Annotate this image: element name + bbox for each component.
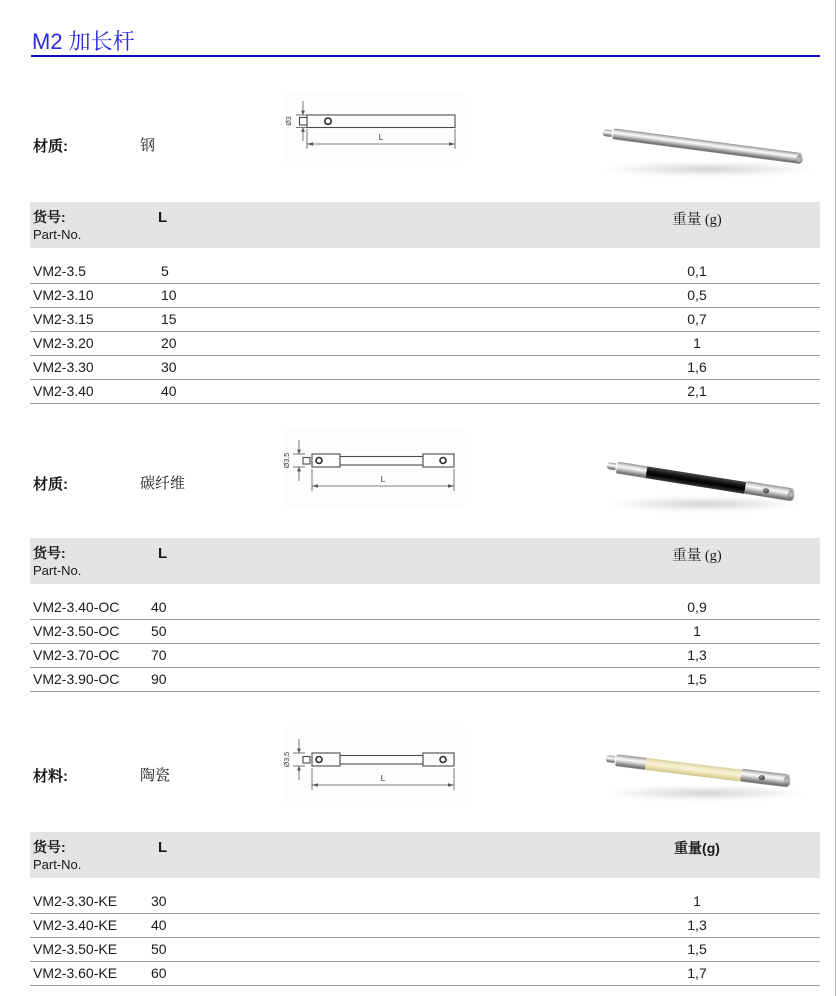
- diameter-label: Ø3,5: [284, 751, 291, 768]
- rod-end-face: [783, 776, 790, 786]
- table-header: [30, 538, 820, 584]
- rod-end-face: [787, 490, 794, 500]
- rod-shadow: [600, 786, 810, 800]
- carbon-parts-table: [30, 538, 820, 692]
- carbon-rod-technical-drawing: [283, 428, 465, 508]
- part-no-header-cn: 货号:: [33, 209, 66, 225]
- table-row: VM2-3.40-OC 40 0,9: [30, 596, 820, 620]
- table-row: VM2-3.50-KE 50 1,5: [30, 938, 820, 962]
- table-row: VM2-3.40 40 2,1: [30, 380, 820, 404]
- material-value-steel: 钢: [140, 137, 156, 154]
- table-header: [30, 832, 820, 878]
- rod-endcap: [740, 769, 791, 788]
- length-header: L: [158, 545, 168, 562]
- material-label-steel: 材质:: [33, 138, 68, 155]
- rod-tip: [606, 462, 616, 470]
- table-row: VM2-3.70-OC 70 1,3: [30, 644, 820, 668]
- length-header: L: [158, 209, 168, 226]
- rod-tip: [606, 755, 616, 763]
- table-row: VM2-3.15 15 0,7: [30, 308, 820, 332]
- steel-rod-photo: [602, 127, 804, 164]
- table-header: [30, 202, 820, 248]
- weight-header: 重量 (g): [672, 212, 722, 228]
- rod-tip: [603, 129, 613, 137]
- length-label: L: [378, 132, 384, 142]
- rod-shadow: [602, 497, 807, 511]
- rod-ceramic-body: [645, 757, 742, 781]
- ceramic-parts-table: [30, 832, 820, 986]
- steel-rod-technical-drawing: [283, 92, 465, 165]
- title-underline: [31, 55, 820, 57]
- part-no-header-en: Part-No.: [33, 227, 82, 242]
- table-row: VM2-3.60-KE 60 1,7: [30, 962, 820, 986]
- part-no-header-en: Part-No.: [33, 563, 82, 578]
- weight-header: 重量(g): [674, 840, 720, 856]
- table-row: VM2-3.10 10 0,5: [30, 284, 820, 308]
- diameter-label: Ø3,5: [284, 452, 291, 469]
- material-value-carbon: 碳纤维: [140, 475, 186, 492]
- table-row: VM2-3.5 5 0,1: [30, 260, 820, 284]
- table-row: VM2-3.90-OC 90 1,5: [30, 668, 820, 692]
- length-label: L: [380, 474, 386, 484]
- table-row: VM2-3.30-KE 30 1: [30, 890, 820, 914]
- carbon-rod-photo: [606, 459, 796, 502]
- part-no-header-cn: 货号:: [33, 839, 66, 855]
- part-no-header-cn: 货号:: [33, 545, 66, 561]
- table-row: VM2-3.40-KE 40 1,3: [30, 914, 820, 938]
- rod-carbon-body: [646, 466, 747, 493]
- material-label-ceramic: 材料:: [33, 768, 68, 785]
- rod-shadow: [598, 162, 818, 176]
- length-header: L: [158, 839, 168, 856]
- material-label-carbon: 材质:: [33, 476, 68, 493]
- material-value-ceramic: 陶瓷: [140, 767, 171, 784]
- page-title: M2 加长杆: [32, 29, 135, 54]
- screw-hole: [759, 775, 766, 780]
- table-row: VM2-3.50-OC 50 1: [30, 620, 820, 644]
- part-no-header-en: Part-No.: [33, 857, 82, 872]
- ceramic-rod-photo: [605, 752, 791, 788]
- rod-body: [612, 128, 804, 164]
- ceramic-rod-technical-drawing: [283, 727, 465, 807]
- table-row: VM2-3.30 30 1,6: [30, 356, 820, 380]
- rod-end-face: [796, 154, 803, 164]
- steel-parts-table: [30, 202, 820, 404]
- rod-collar: [616, 461, 648, 478]
- table-row: VM2-3.20 20 1: [30, 332, 820, 356]
- rod-collar: [615, 754, 646, 770]
- length-label: L: [380, 773, 386, 783]
- diameter-label: Ø3: [286, 116, 293, 126]
- screw-hole: [763, 488, 770, 493]
- weight-header: 重量 (g): [672, 548, 722, 564]
